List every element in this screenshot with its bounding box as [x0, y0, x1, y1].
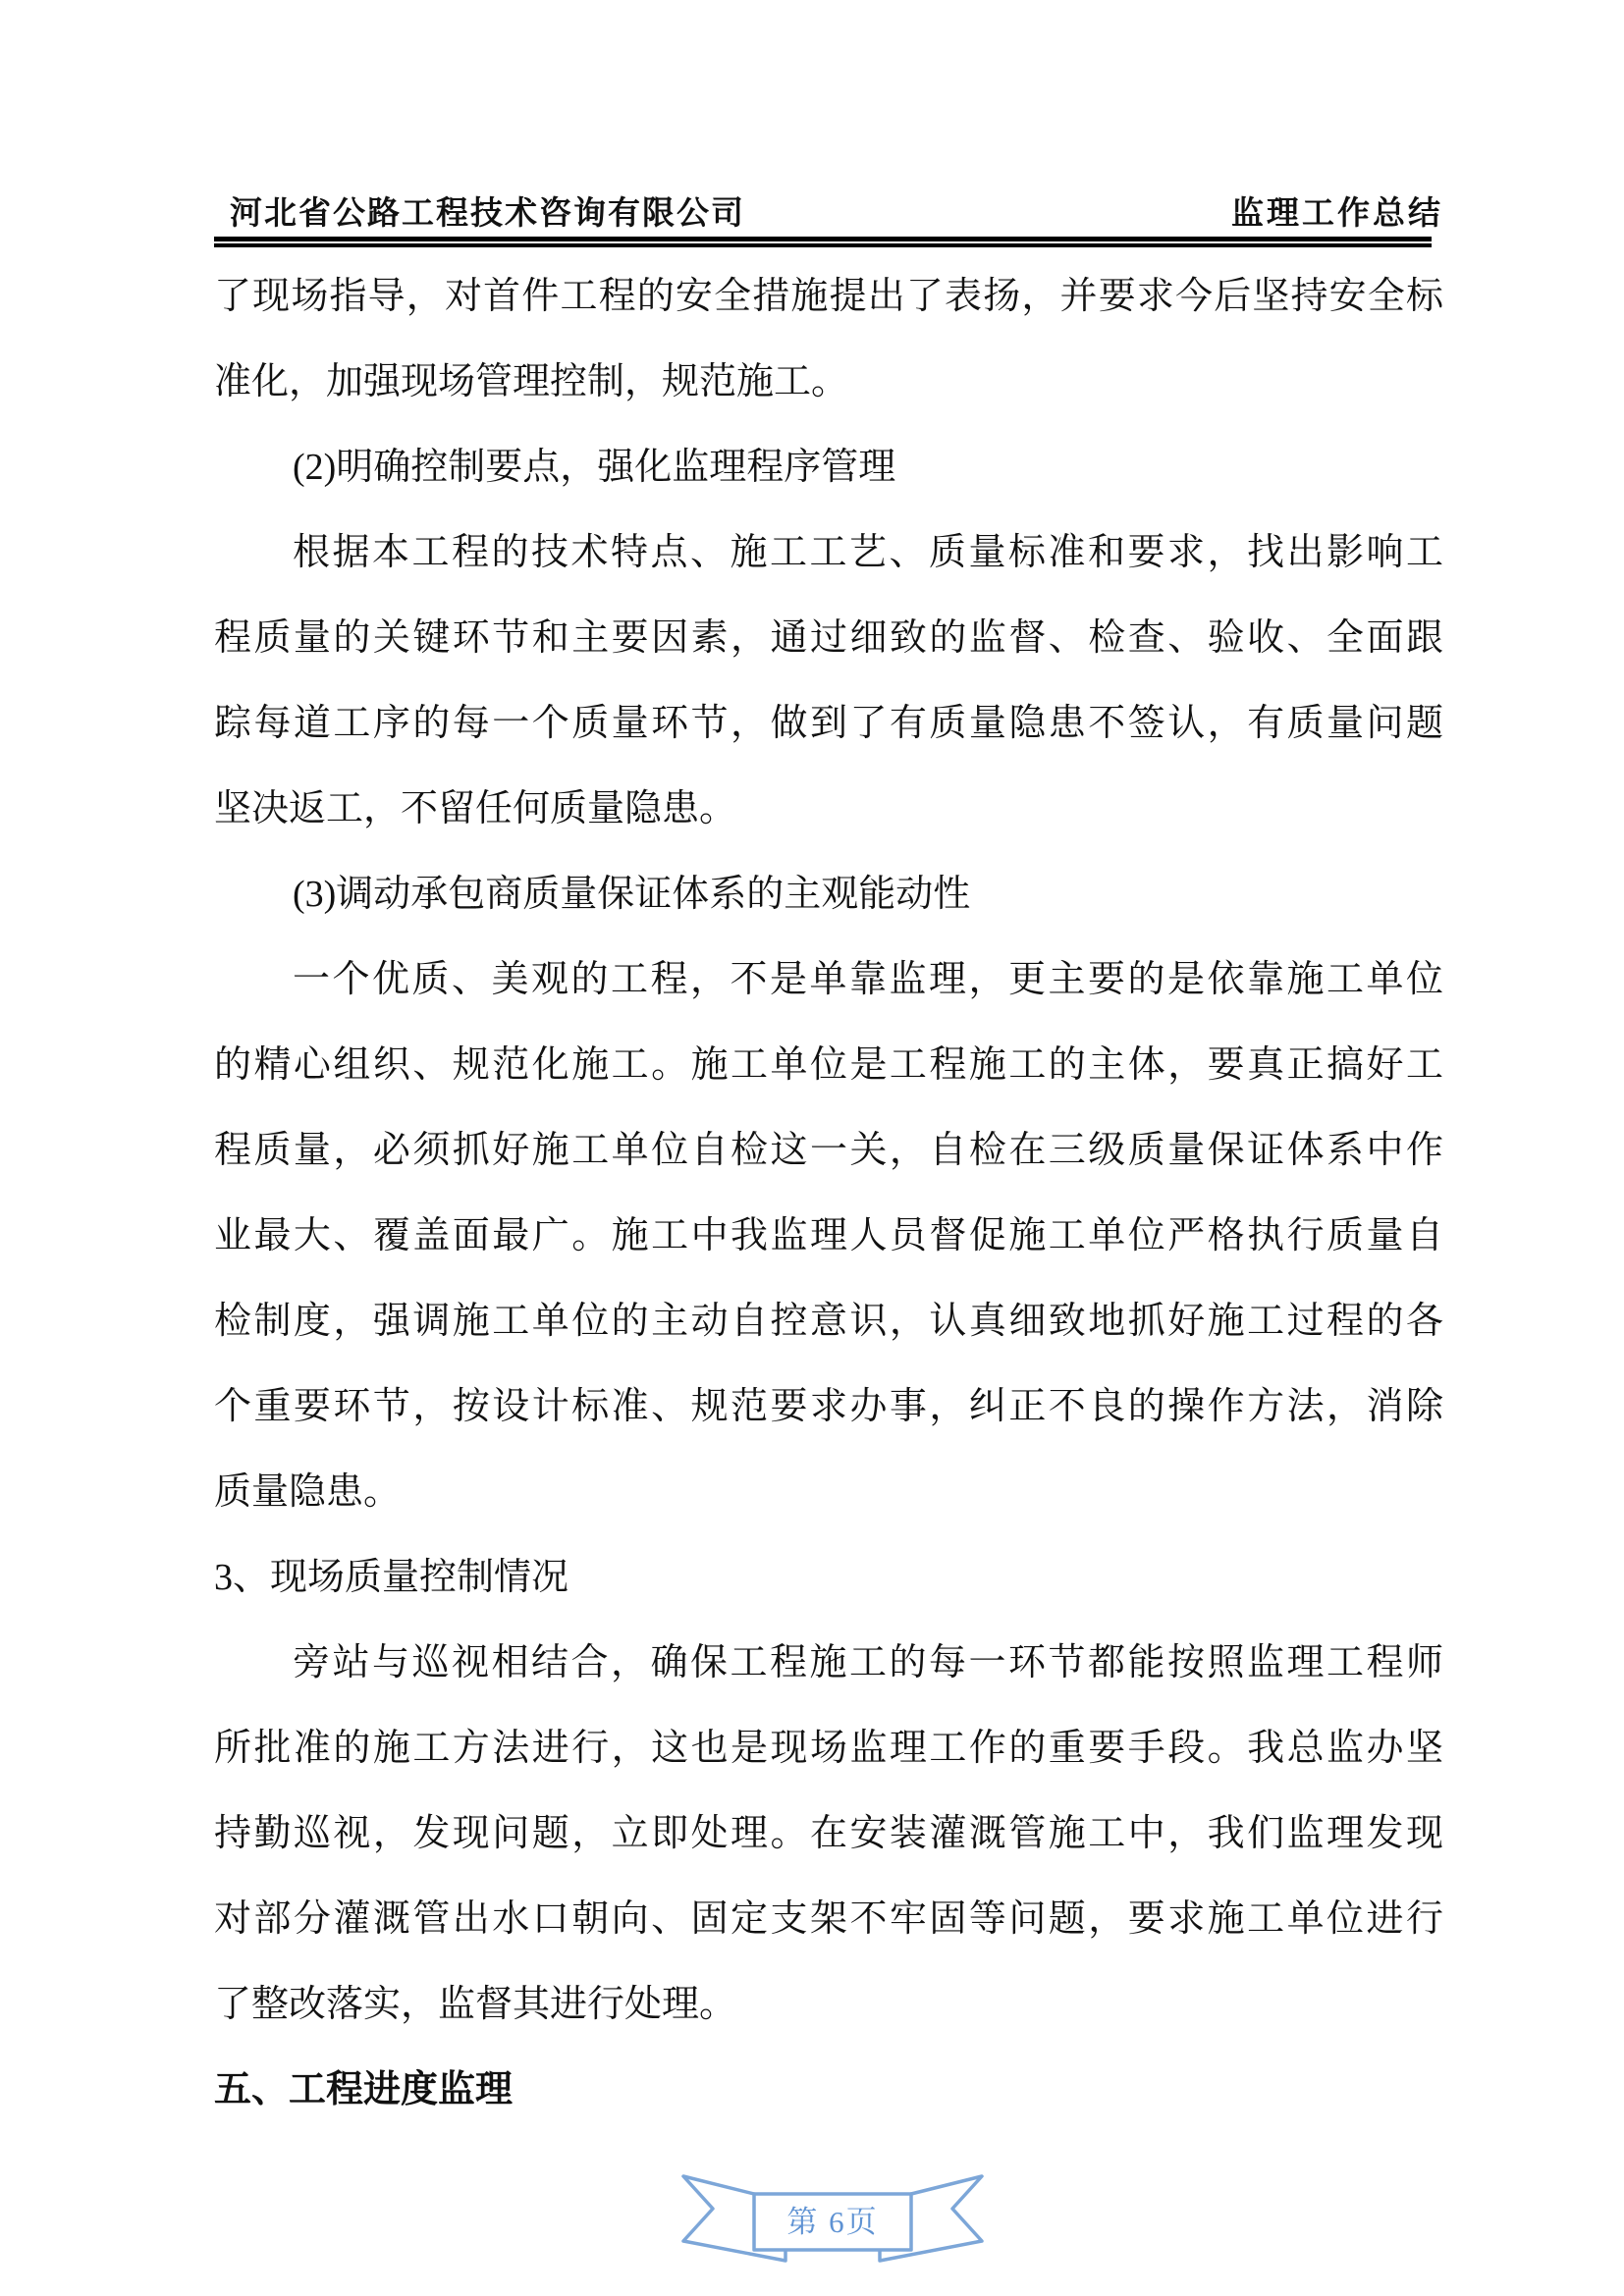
- text-line: 了现场指导，对首件工程的安全措施提出了表扬，并要求今后坚持安全标: [214, 276, 1443, 317]
- text-line: (2)明确控制要点，强化监理程序管理: [293, 447, 896, 488]
- text-line: 坚决返工，不留任何质量隐患。: [214, 788, 737, 829]
- text-line: 持勤巡视，发现问题，立即处理。在安装灌溉管施工中，我们监理发现: [214, 1813, 1443, 1854]
- text-line: 一个优质、美观的工程，不是单靠监理，更主要的是依靠施工单位: [293, 959, 1443, 1000]
- text-line: 程质量的关键环节和主要因素，通过细致的监督、检查、验收、全面跟: [214, 617, 1443, 659]
- text-line: 准化，加强现场管理控制，规范施工。: [214, 361, 849, 402]
- section-heading: 五、工程进度监理: [214, 2069, 514, 2110]
- text-line: 检制度，强调施工单位的主动自控意识，认真细致地抓好施工过程的各: [214, 1301, 1443, 1342]
- header-divider-rule: [214, 237, 1432, 247]
- text-line: 业最大、覆盖面最广。施工中我监理人员督促施工单位严格执行质量自: [214, 1215, 1443, 1256]
- section-item-heading: 3、现场质量控制情况: [214, 1557, 569, 1598]
- page-header: [214, 192, 1443, 234]
- page-number-ribbon: [666, 2155, 1000, 2296]
- text-line: (3)调动承包商质量保证体系的主观能动性: [293, 874, 971, 915]
- text-line: 质量隐患。: [214, 1471, 402, 1513]
- text-line: 踪每道工序的每一个质量环节，做到了有质量隐患不签认，有质量问题: [214, 703, 1443, 744]
- document-body: [214, 254, 1443, 2133]
- header-doc-title: 监理工作总结: [1231, 196, 1443, 232]
- page-number-label: 第 6页: [786, 2205, 879, 2239]
- text-line: 根据本工程的技术特点、施工工艺、质量标准和要求，找出影响工: [293, 532, 1443, 573]
- header-company-name: 河北省公路工程技术咨询有限公司: [230, 196, 745, 232]
- text-line: 对部分灌溉管出水口朝向、固定支架不牢固等问题，要求施工单位进行: [214, 1898, 1443, 1940]
- text-line: 了整改落实，监督其进行处理。: [214, 1984, 737, 2025]
- text-line: 的精心组织、规范化施工。施工单位是工程施工的主体，要真正搞好工: [214, 1044, 1443, 1086]
- text-line: 所批准的施工方法进行，这也是现场监理工作的重要手段。我总监办坚: [214, 1728, 1443, 1769]
- text-line: 个重要环节，按设计标准、规范要求办事，纠正不良的操作方法，消除: [214, 1386, 1443, 1427]
- text-line: 程质量，必须抓好施工单位自检这一关，自检在三级质量保证体系中作: [214, 1130, 1443, 1171]
- text-line: 旁站与巡视相结合，确保工程施工的每一环节都能按照监理工程师: [293, 1642, 1443, 1683]
